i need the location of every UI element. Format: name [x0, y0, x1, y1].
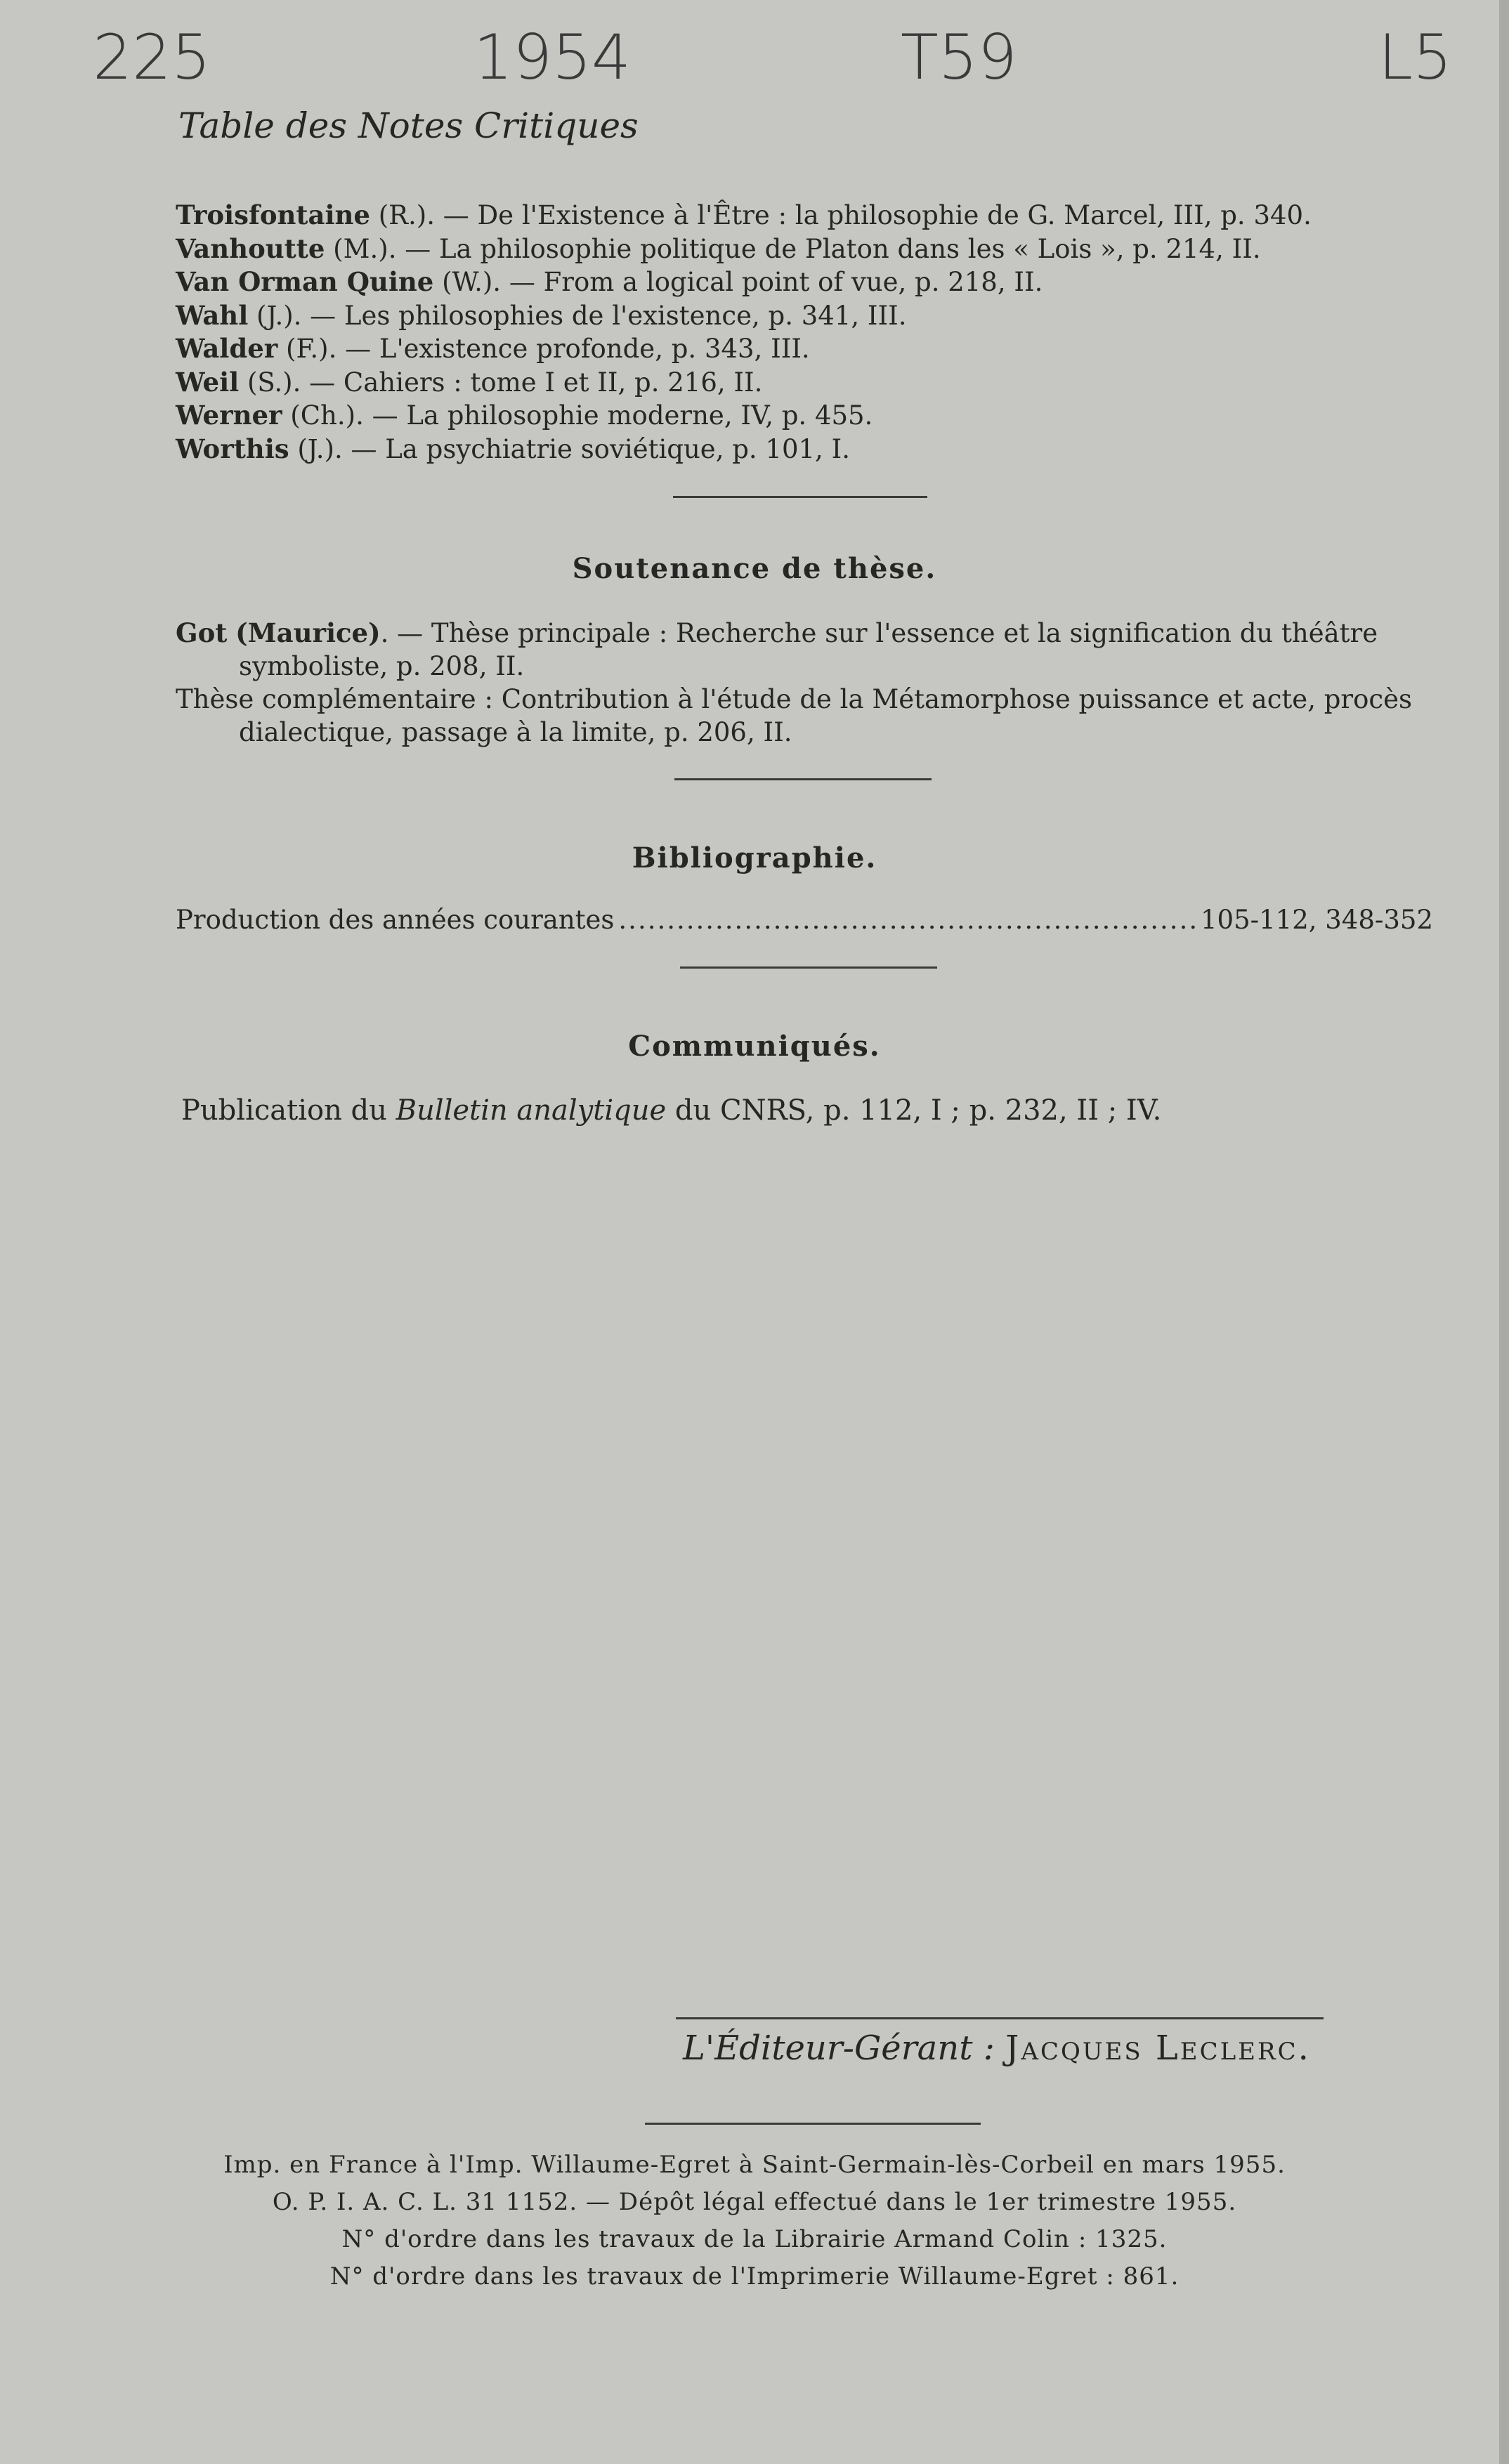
note-author: Werner [176, 400, 282, 431]
handwritten-page-number: 225 [93, 21, 211, 93]
editor-rule [676, 2017, 1324, 2019]
note-author: Vanhoutte [176, 232, 325, 264]
bibliography-label: Production des années courantes [176, 905, 615, 935]
note-text: . — La philosophie politique de Platon dans les « Lois », p. 214, II. [388, 233, 1261, 264]
note-initial: (F.) [286, 334, 329, 364]
note-text: . — La psychiatrie soviétique, p. 101, I. [334, 433, 850, 464]
thesis-block [176, 617, 1433, 749]
note-text: . — L'existence profonde, p. 343, III. [328, 334, 810, 364]
thesis-principal-text: . — Thèse principale : Recherche sur l'essence et la signification du théâtre symboliste, p. 208, II. [239, 618, 1378, 681]
imprint-line: N° d'ordre dans les travaux de la Librairie Armand Colin : 1325. [341, 2225, 1168, 2253]
communique-prefix: Publication du [181, 1094, 387, 1127]
note-initial: (R.) [378, 200, 427, 230]
imprint-line: N° d'ordre dans les travaux de l'Imprimerie Willaume-Egret : 861. [329, 2262, 1180, 2291]
imprint-line: Imp. en France à l'Imp. Willaume-Egret à Saint-Germain-lès-Corbeil en mars 1955. [223, 2151, 1286, 2179]
communique-publication-title: Bulletin analytique [396, 1094, 667, 1127]
note-text: . — De l'Existence à l'Être : la philosophie de G. Marcel, III, p. 340. [426, 200, 1312, 230]
note-entry [176, 332, 1312, 366]
handwritten-shelf-mark: L5 [1378, 21, 1453, 93]
thesis-complementary: Thèse complémentaire : Contribution à l'étude de la Métamorphose puissance et acte, procès dialectique, passage à la limite, p. 206, II. [176, 684, 1412, 747]
bibliography-pages: 105-112, 348-352 [1200, 905, 1433, 935]
note-author: Troisfontaine [176, 199, 370, 230]
note-initial: (M.) [333, 233, 388, 264]
note-entry [176, 366, 1312, 400]
leader-dots [614, 905, 1201, 935]
imprint-line: O. P. I. A. C. L. 31 1152. — Dépôt légal effectué dans le 1er trimestre 1955. [272, 2188, 1237, 2216]
imprint-rule [645, 2123, 981, 2125]
notes-heading: Table des Notes Critiques [178, 105, 639, 146]
bibliography-section-title: Bibliographie. [632, 841, 877, 874]
note-entry [176, 199, 1312, 232]
thesis-author: Got [176, 617, 228, 648]
note-text: . — Les philosophies de l'existence, p. 341, III. [293, 300, 907, 331]
note-entry [176, 266, 1312, 299]
note-initial: (J.) [256, 300, 294, 331]
page-edge-shadow [1499, 0, 1509, 2464]
thesis-initial: (Maurice) [235, 617, 381, 648]
communiques-section-title: Communiqués. [628, 1030, 881, 1063]
section-divider [673, 496, 927, 498]
handwritten-year: 1954 [473, 21, 631, 93]
note-text: . — Cahiers : tome I et II, p. 216, II. [292, 367, 763, 398]
note-author: Worthis [176, 433, 289, 464]
note-initial: (S.) [247, 367, 293, 398]
note-author: Walder [176, 333, 278, 364]
notes-list [176, 199, 1312, 466]
editor-name: Jacques Leclerc. [1005, 2029, 1311, 2068]
section-divider [680, 966, 937, 969]
section-divider [674, 778, 932, 780]
editor-line [683, 2029, 1311, 2068]
communique-suffix: du CNRS, p. 112, I ; p. 232, II ; IV. [674, 1094, 1162, 1127]
thesis-principal [176, 617, 1433, 683]
note-text: . — La philosophie moderne, IV, p. 455. [355, 400, 873, 431]
handwritten-volume-code: T59 [901, 21, 1017, 93]
note-entry [176, 232, 1312, 266]
thesis-section-title: Soutenance de thèse. [572, 552, 937, 585]
note-author: Wahl [176, 299, 249, 331]
note-author: Weil [176, 366, 240, 398]
note-initial: (W.) [442, 267, 493, 297]
note-entry [176, 299, 1312, 333]
communique-entry [181, 1094, 1161, 1127]
note-entry [176, 433, 1312, 466]
imprint-block [0, 2147, 1509, 2295]
note-text: . — From a logical point of vue, p. 218, II. [492, 267, 1043, 297]
note-initial: (Ch.) [290, 400, 356, 431]
note-initial: (J.) [297, 433, 334, 464]
note-author: Van Orman Quine [176, 266, 434, 297]
editor-label: L'Éditeur-Gérant : [683, 2029, 995, 2068]
bibliography-entry [176, 905, 1433, 935]
note-entry [176, 399, 1312, 433]
